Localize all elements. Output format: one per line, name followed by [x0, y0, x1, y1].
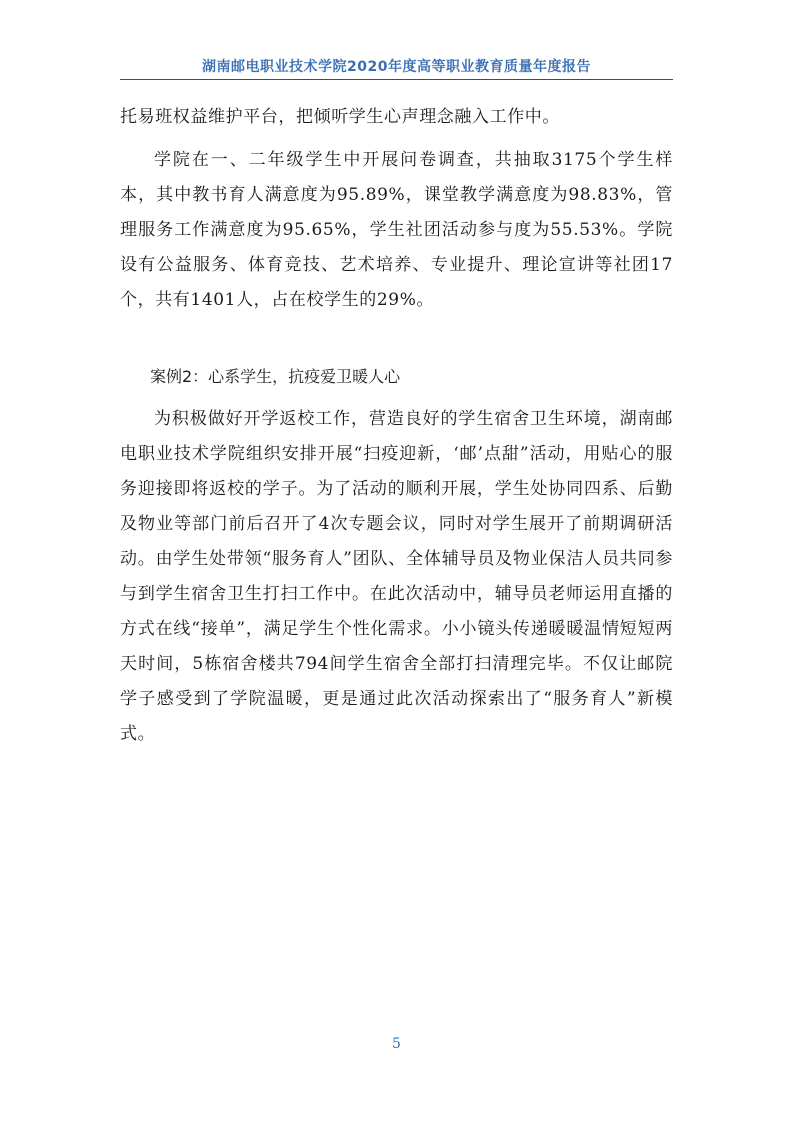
paragraph-continuation: 托易班权益维护平台，把倾听学生心声理念融入工作中。: [120, 107, 560, 127]
page-number: 5: [392, 1036, 401, 1052]
paragraph-case-description: 为积极做好开学返校工作，营造良好的学生宿舍卫生环境，湖南邮电职业技术学院组织安排开展“扫疫迎新，‘邮’点甜”活动，用贴心的服务迎接即将返校的学子。为了活动的顺利开展，学生处协同四系、后勤及物业等部门前后召开了4次专题会议，同时对学生展开了前期调研活动。由学生处带领“服务育人”团队、全体辅导员及物业保洁人员共同参与到学生宿舍卫生打扫工作中。在此次活动中，辅导员老师运用直播的方式在线“接单”，满足学生个性化需求。小小镜头传递暖暖温情短短两天时间，5栋宿舍楼共794间学生宿舍全部打扫清理完毕。不仅让邮院学子感受到了学院温暖，更是通过此次活动探索出了“服务育人”新模式。: [120, 409, 673, 744]
case-heading: 案例2：心系学生，抗疫爱卫暖人心: [150, 367, 401, 386]
paragraph-survey-results: 学院在一、二年级学生中开展问卷调查，共抽取3175个学生样本，其中教书育人满意度为95.89%，课堂教学满意度为98.83%，管理服务工作满意度为95.65%，学生社团活动参与度为55.53%。学院设有公益服务、体育竞技、艺术培养、专业提升、理论宣讲等社团17个，共有1401人，占在校学生的29%。: [120, 150, 673, 310]
running-header: 湖南邮电职业技术学院2020年度高等职业教育质量年度报告: [202, 59, 591, 75]
header-divider: [120, 79, 673, 80]
